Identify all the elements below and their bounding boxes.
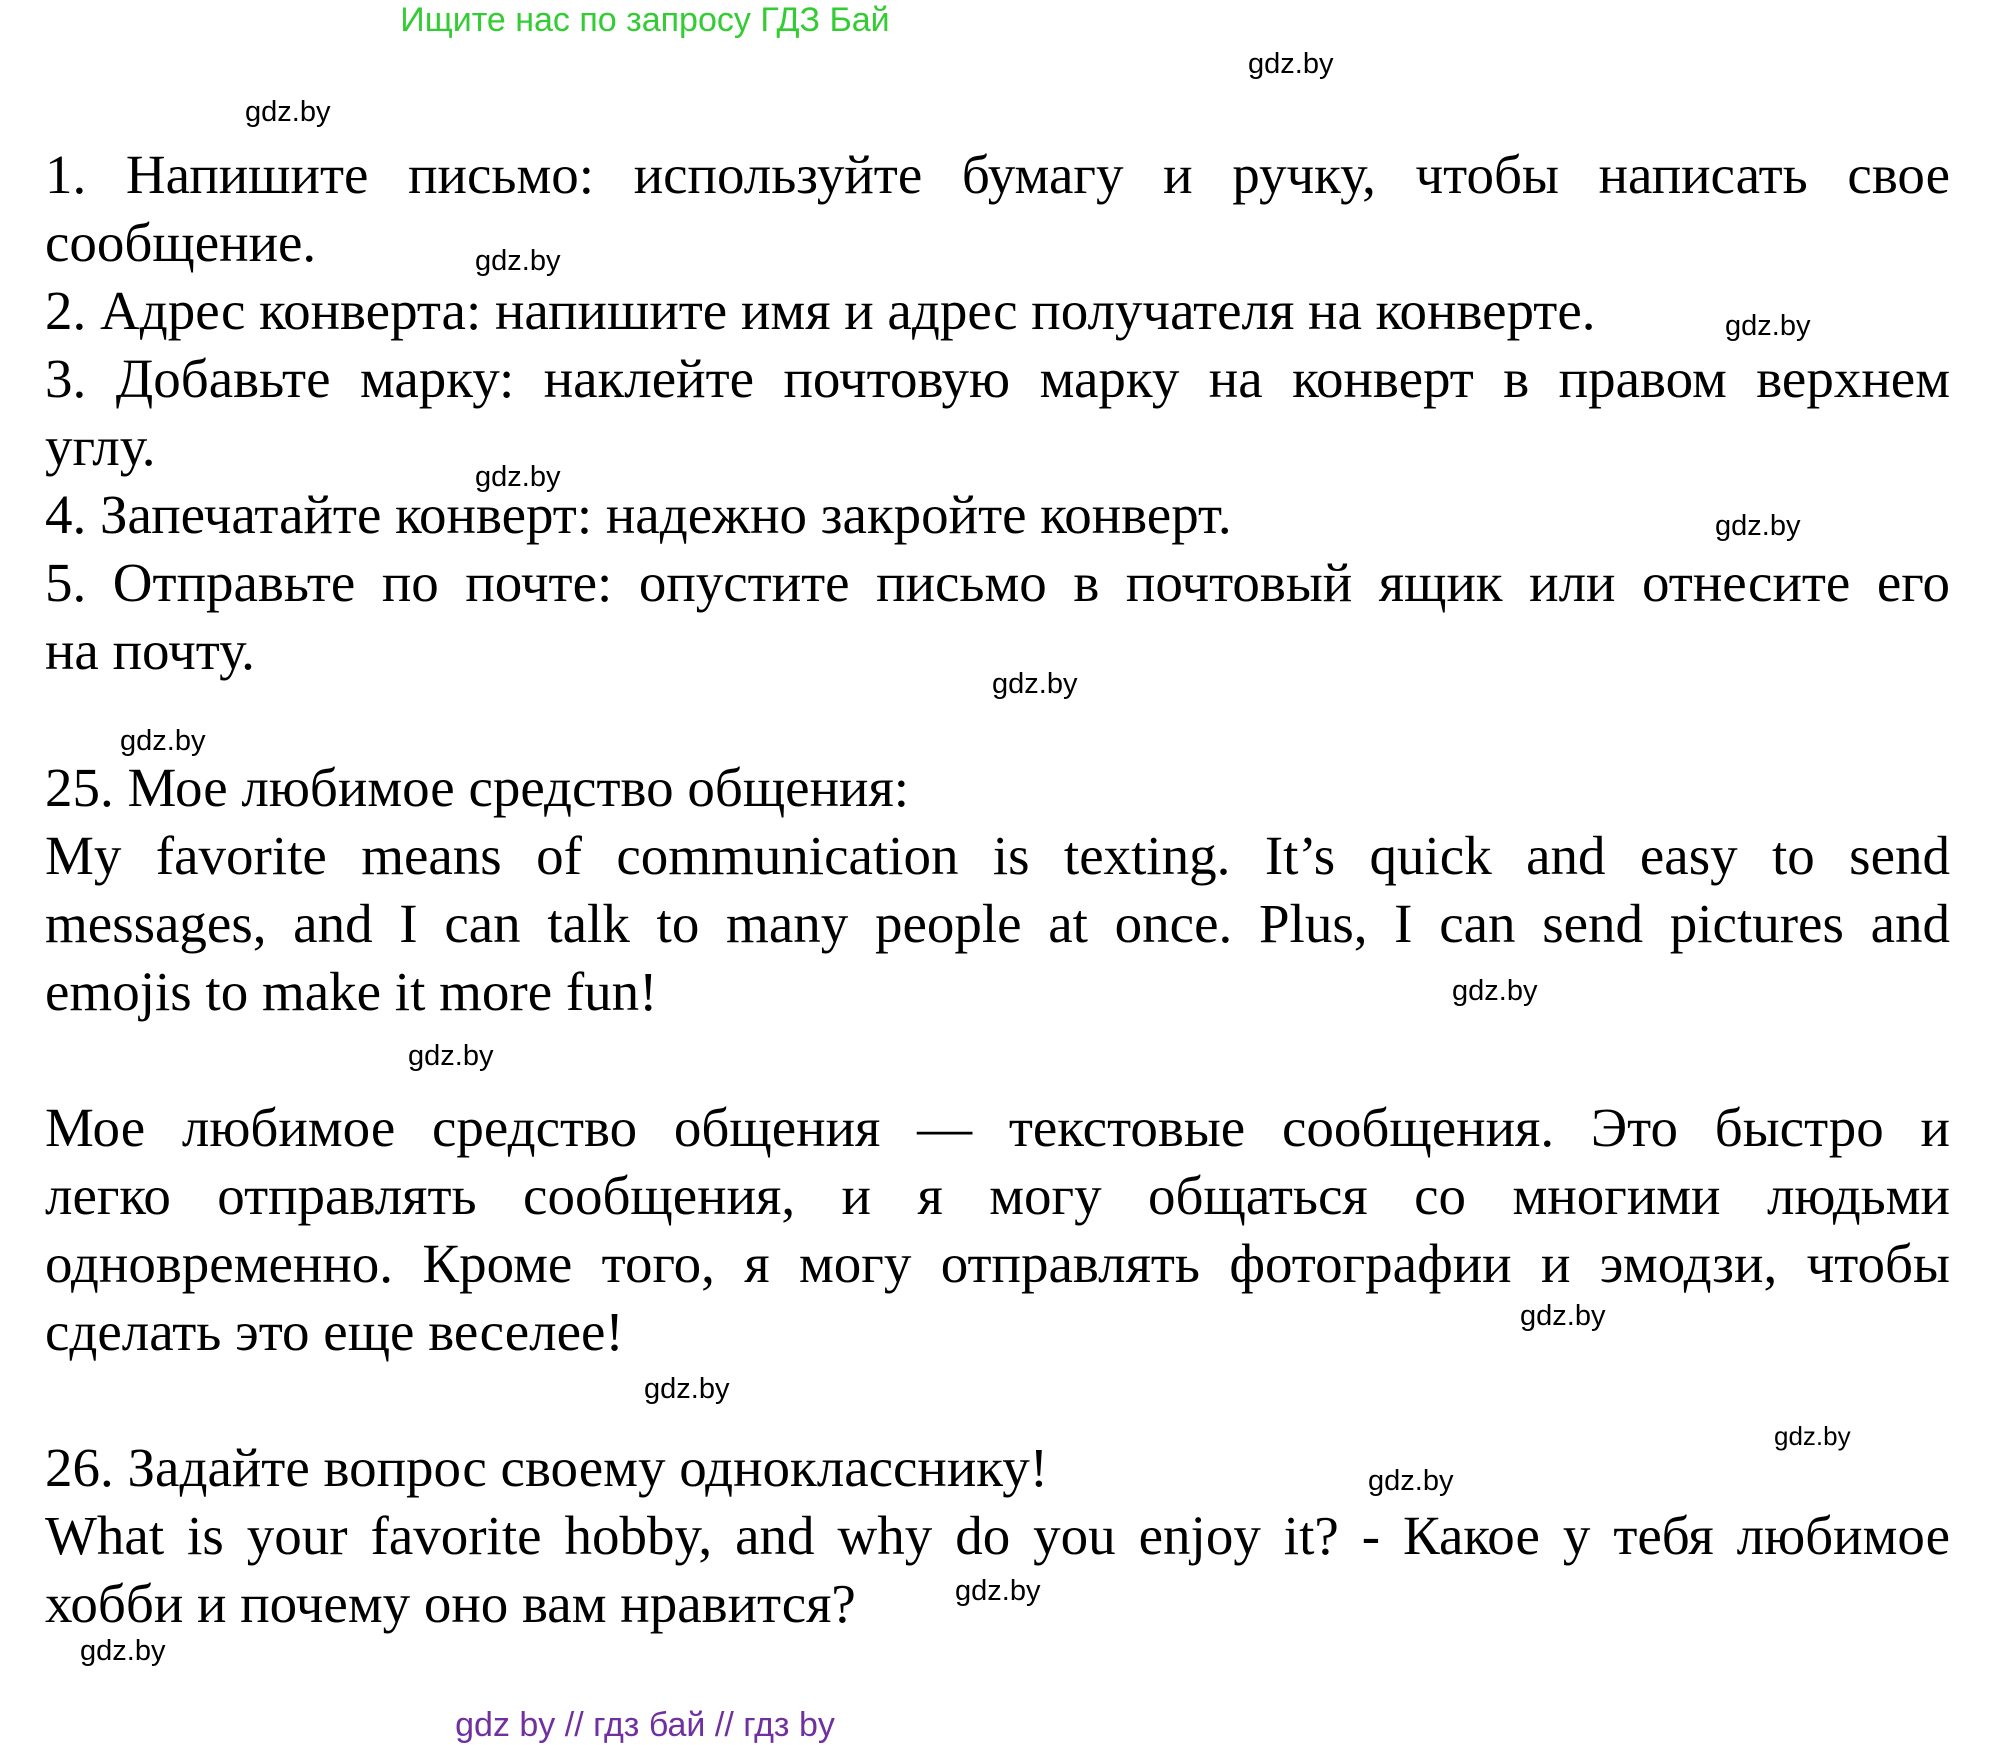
- watermark: gdz.by: [1368, 1465, 1454, 1497]
- task-25-russian-line-2: легко отправлять сообщения, и я могу общаться со многими людьми: [45, 1165, 1950, 1226]
- footer-links: gdz by // гдз бай // гдз by: [455, 1706, 835, 1744]
- watermark: gdz.by: [408, 1040, 494, 1072]
- task-25-english-line-2: messages, and I can talk to many people at once. Plus, I can send pictures and: [45, 893, 1950, 954]
- watermark: gdz.by: [120, 725, 206, 757]
- step-1-line-1: 1. Напишите письмо: используйте бумагу и ручку, чтобы написать свое: [45, 144, 1950, 205]
- watermark: gdz.by: [644, 1373, 730, 1405]
- watermark: gdz.by: [245, 96, 331, 128]
- step-5-line-2: на почту.: [45, 620, 255, 681]
- watermark: gdz.by: [1520, 1300, 1606, 1332]
- watermark: gdz.by: [1248, 48, 1334, 80]
- watermark: gdz.by: [475, 245, 561, 277]
- watermark: gdz.by: [80, 1635, 166, 1667]
- step-2-line: 2. Адрес конверта: напишите имя и адрес получателя на конверте.: [45, 280, 1596, 341]
- task-25-russian-line-3: одновременно. Кроме того, я могу отправлять фотографии и эмодзи, чтобы: [45, 1233, 1950, 1294]
- watermark: gdz.by: [955, 1575, 1041, 1607]
- step-3-line-1: 3. Добавьте марку: наклейте почтовую марку на конверт в правом верхнем: [45, 348, 1950, 409]
- task-25-english-line-3: emojis to make it more fun!: [45, 961, 658, 1022]
- step-3-line-2: углу.: [45, 416, 156, 477]
- task-26-heading: 26. Задайте вопрос своему однокласснику!: [45, 1437, 1049, 1498]
- watermark: gdz.by: [992, 668, 1078, 700]
- step-1-line-2: сообщение.: [45, 212, 317, 273]
- watermark: gdz.by: [1725, 310, 1811, 342]
- watermark: gdz.by: [1715, 510, 1801, 542]
- task-25-english-line-1: My favorite means of communication is texting. It’s quick and easy to send: [45, 825, 1950, 886]
- watermark: gdz.by: [1774, 1421, 1851, 1451]
- task-25-russian-line-4: сделать это еще веселее!: [45, 1301, 624, 1362]
- task-25-heading: 25. Мое любимое средство общения:: [45, 757, 910, 818]
- search-hint-banner: Ищите нас по запросу ГДЗ Бай: [400, 1, 890, 39]
- task-26-line-1: What is your favorite hobby, and why do you enjoy it? - Какое у тебя любимое: [45, 1505, 1950, 1566]
- task-26-line-2: хобби и почему оно вам нравится?: [45, 1573, 856, 1634]
- watermark: gdz.by: [1452, 975, 1538, 1007]
- step-4-line: 4. Запечатайте конверт: надежно закройте конверт.: [45, 484, 1232, 545]
- task-25-russian-line-1: Мое любимое средство общения — текстовые сообщения. Это быстро и: [45, 1097, 1950, 1158]
- watermark: gdz.by: [475, 461, 561, 493]
- step-5-line-1: 5. Отправьте по почте: опустите письмо в почтовый ящик или отнесите его: [45, 552, 1950, 613]
